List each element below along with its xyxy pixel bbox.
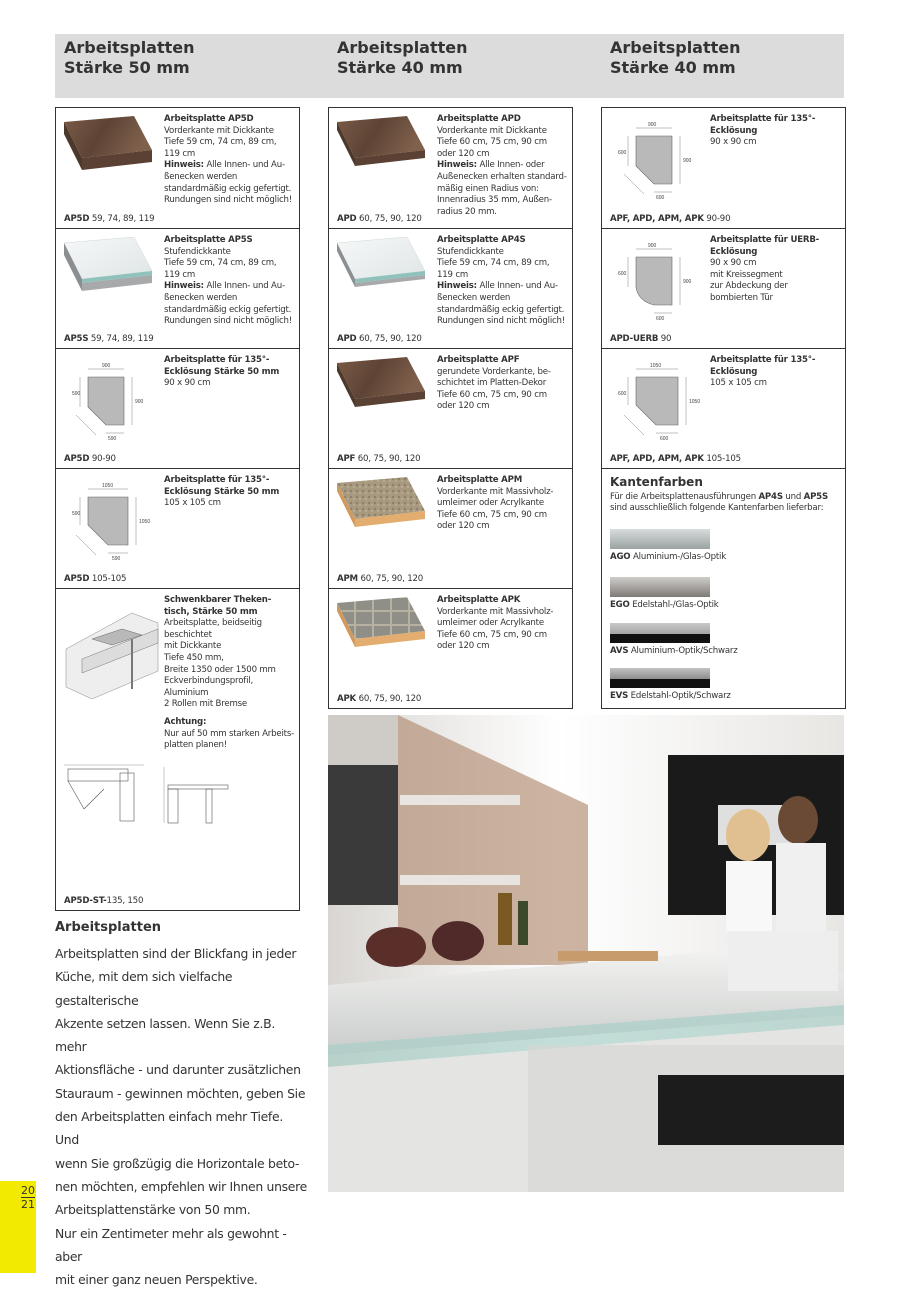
apd-image [337,116,425,170]
svg-text:900: 900 [648,243,657,249]
apm-title: Arbeitsplatte APM [437,475,523,485]
ap5d-st-attention: Nur auf 50 mm starken Arbeits-platten planen! [164,728,295,751]
ap5d-st-line: beschichtet [164,629,212,640]
ap5s-line: Stufendickkante [164,246,231,257]
svg-text:590: 590 [72,511,81,517]
page-number-tab [0,1181,36,1273]
ap5s-code: AP5S 59, 74, 89, 119 [64,334,154,344]
apd-line: Tiefe 60 cm, 75 cm, 90 cm [437,137,547,148]
ap5d-st-line: Arbeitsplatte, beidseitig [164,618,262,629]
ap5s-line: Tiefe 59 cm, 74 cm, 89 cm, [164,258,277,269]
ap4s-line: 119 cm [437,269,469,280]
svg-text:900: 900 [102,363,111,369]
apm-line: Tiefe 60 cm, 75 cm, 90 cm [437,509,547,520]
header-col1: Arbeitsplatten Stärke 50 mm [64,38,195,77]
ap5d-line: Tiefe 59 cm, 74 cm, 89 cm, [164,137,277,148]
ap5d-st-line: mit Dickkante [164,641,222,652]
apf-105-size: 105 x 105 cm [710,378,767,389]
body-title: Arbeitsplatten [55,920,162,935]
ap5d-105-size: 105 x 105 cm [164,498,221,509]
product-apd-uerb [602,228,845,348]
corner-diagram-icon [608,112,708,207]
corner-diagram-icon [62,353,162,448]
ap4s-line: Stufendickkante [437,246,504,257]
product-ap5d-st [56,588,299,910]
column-40mm-b [601,107,846,709]
ap5d-st-line: 2 Rollen mit Bremse [164,699,248,710]
apd-uerb-title: Arbeitsplatte für UERB-Ecklösung [710,235,820,257]
ap5d-105-code: AP5D 105-105 [64,574,127,584]
svg-text:600: 600 [656,195,665,201]
ap5d-st-line: Eckverbindungsprofil, Aluminium [164,676,253,698]
corner-diagram-icon [608,353,708,448]
product-apf-105 [602,348,845,468]
apd-uerb-code: APD-UERB 90 [610,334,672,344]
corner-diagram-icon [62,473,162,568]
svg-text:600: 600 [656,316,665,322]
swatch-avs [610,623,710,643]
product-apf [329,348,572,468]
ap5d-hint: Hinweis: Alle Innen- und Au-ßenecken werden standardmäßig eckig gefertigt. Rundungen sind nicht möglich! [164,160,293,206]
apd-hint: Hinweis: Alle Innen- oder Außenecken erhalten standard-mäßig einen Radius von: Innenradius 35 mm, Außen-radius 20 mm. [437,160,567,217]
apk-code: APK 60, 75, 90, 120 [337,694,422,704]
svg-text:1050: 1050 [139,519,151,525]
ap5d-st-line: Breite 1350 oder 1500 mm [164,664,276,675]
svg-text:600: 600 [618,271,627,277]
ap4s-title: Arbeitsplatte AP4S [437,235,526,245]
swatch-ago-label: AGO Aluminium-/Glas-Optik [610,552,726,562]
apd-uerb-line: 90 x 90 cm [710,258,757,269]
apf-code: APF 60, 75, 90, 120 [337,454,421,464]
svg-text:590: 590 [108,436,117,442]
apf-90-code: APF, APD, APM, APK 90-90 [610,214,731,224]
apf-90-title: Arbeitsplatte für 135°-Ecklösung [710,114,816,136]
apf-title: Arbeitsplatte APF [437,355,520,365]
header-col2: Arbeitsplatten Stärke 40 mm [337,38,468,77]
apd-code: APD 60, 75, 90, 120 [337,214,422,224]
product-ap4s [329,228,572,348]
apk-image [337,597,425,651]
apf-line: schichtet im Platten-Dekor [437,378,547,389]
header-band [55,34,844,98]
kitchen-photo [328,715,844,1192]
swatch-evs-label: EVS Edelstahl-Optik/Schwarz [610,691,731,701]
ap5d-90-title: Arbeitsplatte für 135°-Ecklösung Stärke 50 mm [164,355,280,377]
technical-drawing [64,759,234,829]
counter-illustration [62,599,162,699]
apm-code: APM 60, 75, 90, 120 [337,574,424,584]
uerb-diagram-icon [608,233,708,328]
product-ap5d [56,108,299,228]
ap5d-90-code: AP5D 90-90 [64,454,116,464]
column-50mm [55,107,300,911]
ap5d-line: 119 cm [164,148,196,159]
apk-line: Vorderkante mit Massivholz- [437,606,554,617]
ap5d-st-line: Tiefe 450 mm, [164,652,224,663]
ap5d-line: Vorderkante mit Dickkante [164,125,274,136]
ap5d-title: Arbeitsplatte AP5D [164,114,254,124]
product-apf-90 [602,108,845,228]
body-text: Arbeitsplatten sind der Blickfang in jeder Küche, mit dem sich vielfache gestalterische Akzente setzen lassen. Wenn Sie z.B. mehr Aktionsfläche - und darunter zusätzlichen Stauraum - gewinnen möchten, geben Sie den Arbeitsplatten einfach mehr Tiefe. Und wenn Sie großzügig die Horizontale beto- nen möchten, empfehlen wir Ihnen unsere Arbeitsplattenstärke von 50 mm. Nur ein Zentimeter mehr als gewohnt - aber mit einer ganz neuen Perspektive. [55,946,307,1288]
apd-uerb-line: bombierten Tür [710,292,773,303]
apm-line: Vorderkante mit Massivholz- [437,486,554,497]
product-ap5d-90 [56,348,299,468]
svg-text:600: 600 [618,391,627,397]
ap5s-hint: Hinweis: Alle Innen- und Au-ßenecken werden standardmäßig eckig gefertigt. Rundungen sind nicht möglich! [164,281,293,327]
svg-text:1050: 1050 [650,363,662,369]
page-number-left: 20 [21,1184,35,1197]
apd-uerb-line: zur Abdeckung der [710,281,788,292]
apm-line: oder 120 cm [437,521,490,532]
ap5d-105-title: Arbeitsplatte für 135°-Ecklösung Stärke 50 mm [164,475,280,497]
apf-105-title: Arbeitsplatte für 135°-Ecklösung [710,355,816,377]
ap5d-st-code: AP5D-ST-135, 150 [64,896,144,906]
swatch-ego [610,577,710,597]
svg-text:1050: 1050 [689,399,701,405]
ap5s-title: Arbeitsplatte AP5S [164,235,253,245]
svg-text:1050: 1050 [102,483,114,489]
ap5d-code: AP5D 59, 74, 89, 119 [64,214,155,224]
apd-uerb-line: mit Kreissegment [710,269,783,280]
svg-text:900: 900 [648,122,657,128]
swatch-avs-label: AVS Aluminium-Optik/Schwarz [610,646,738,656]
product-apd [329,108,572,228]
apk-line: umleimer oder Acrylkante [437,618,544,629]
ap5d-90-size: 90 x 90 cm [164,378,211,389]
ap5d-st-attention-label: Achtung: [164,716,207,727]
svg-text:900: 900 [683,158,692,164]
apm-image [337,477,425,531]
product-apk [329,588,572,708]
ap4s-hint: Hinweis: Alle Innen- und Au-ßenecken werden standardmäßig eckig gefertigt. Rundungen sind nicht möglich! [437,281,566,327]
apm-line: umleimer oder Acrylkante [437,498,544,509]
swatch-ago [610,529,710,549]
kantenfarben-section [602,468,845,708]
apf-line: Tiefe 60 cm, 75 cm, 90 cm [437,389,547,400]
kantenfarben-text: Für die Arbeitsplattenausführungen AP4S und AP5S sind ausschließlich folgende Kantenfarben lieferbar: [610,492,828,514]
apk-line: oder 120 cm [437,641,490,652]
apf-105-code: APF, APD, APM, APK 105-105 [610,454,741,464]
ap5d-image [64,116,152,170]
apd-line: Vorderkante mit Dickkante [437,125,547,136]
svg-text:590: 590 [72,391,81,397]
ap4s-code: APD 60, 75, 90, 120 [337,334,422,344]
apf-90-size: 90 x 90 cm [710,137,757,148]
product-ap5s [56,228,299,348]
apf-line: oder 120 cm [437,401,490,412]
apk-title: Arbeitsplatte APK [437,595,521,605]
svg-text:590: 590 [112,556,121,562]
apd-line: oder 120 cm [437,148,490,159]
ap5s-image [64,237,152,291]
apf-image [337,357,425,411]
product-ap5d-105 [56,468,299,588]
swatch-evs [610,668,710,688]
kantenfarben-title: Kantenfarben [610,475,703,489]
svg-text:900: 900 [135,399,144,405]
svg-text:600: 600 [618,150,627,156]
apk-line: Tiefe 60 cm, 75 cm, 90 cm [437,629,547,640]
ap5s-line: 119 cm [164,269,196,280]
svg-text:600: 600 [660,436,669,442]
column-40mm-a [328,107,573,709]
swatch-ego-label: EGO Edelstahl-/Glas-Optik [610,600,719,610]
page-number-right: 21 [21,1198,35,1211]
svg-text:900: 900 [683,279,692,285]
header-col3: Arbeitsplatten Stärke 40 mm [610,38,741,77]
ap4s-image [337,237,425,291]
apd-title: Arbeitsplatte APD [437,114,521,124]
ap5d-st-title: Schwenkbarer Theken-tisch, Stärke 50 mm [164,595,272,617]
apf-line: gerundete Vorderkante, be- [437,366,551,377]
ap4s-line: Tiefe 59 cm, 74 cm, 89 cm, [437,258,550,269]
product-apm [329,468,572,588]
